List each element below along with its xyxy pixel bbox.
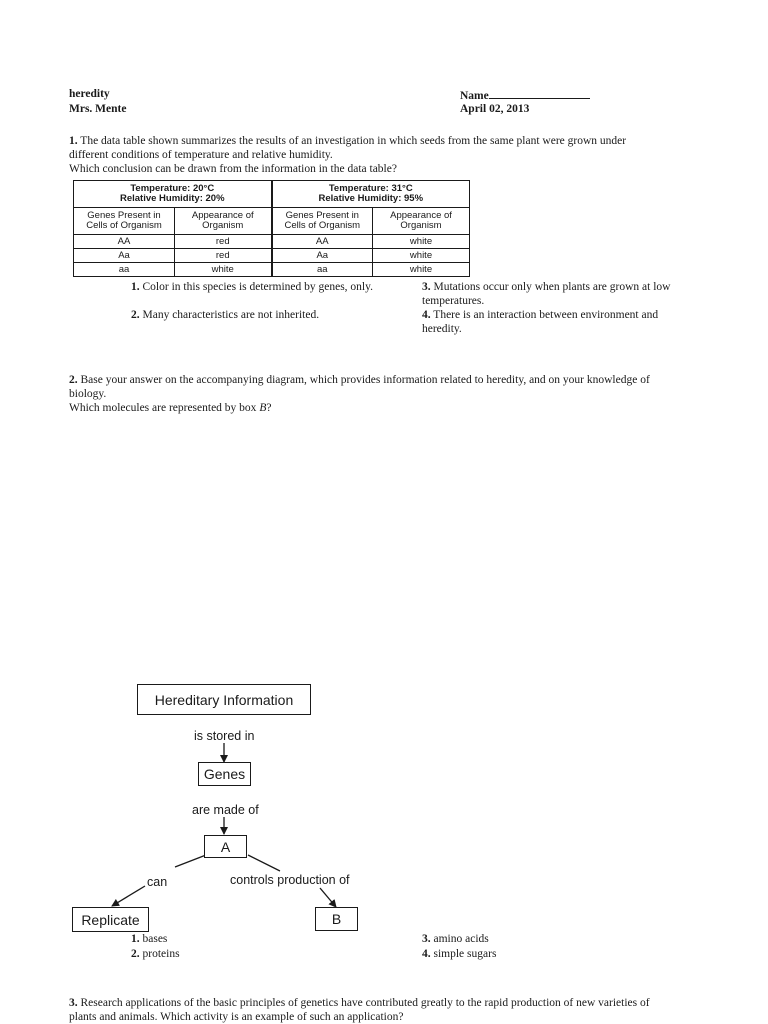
q1-stem-line1: 1. The data table shown summarizes the results of an investigation in which seeds from the same plant were grown under <box>69 135 627 147</box>
hereditary-information-box: Hereditary Information <box>137 684 311 715</box>
table-cell: red <box>175 235 272 249</box>
q2-choice-4: 4. simple sugars <box>422 948 497 960</box>
are-made-of-label: are made of <box>192 803 259 817</box>
worksheet-date: April 02, 2013 <box>460 103 530 115</box>
q1-stem-line2: different conditions of temperature and relative humidity. <box>69 149 333 161</box>
col-genes-header: Genes Present in Cells of Organism <box>74 208 175 235</box>
table-cell: white <box>373 263 470 277</box>
b-box: B <box>315 907 358 931</box>
table-cell: aa <box>272 263 373 277</box>
group1-header: Temperature: 20°C Relative Humidity: 20% <box>74 181 272 208</box>
table-cell: white <box>373 235 470 249</box>
q1-number: 1. <box>69 135 78 147</box>
col-genes-header: Genes Present in Cells of Organism <box>272 208 373 235</box>
table-cell: white <box>175 263 272 277</box>
table-cell: red <box>175 249 272 263</box>
table-cell: Aa <box>272 249 373 263</box>
q2-choice-2: 2. proteins <box>131 948 180 960</box>
col-appearance-header: Appearance of Organism <box>373 208 470 235</box>
replicate-box: Replicate <box>72 907 149 932</box>
topic-title: heredity <box>69 88 110 100</box>
q1-question: Which conclusion can be drawn from the information in the data table? <box>69 163 397 175</box>
q1-choice-3: 3. Mutations occur only when plants are grown at low temperatures. <box>422 281 671 307</box>
q2-choice-1: 1. bases <box>131 933 168 945</box>
table-cell: AA <box>74 235 175 249</box>
q3-stem <box>69 996 739 1024</box>
q3-stem-line1: 3. Research applications of the basic principles of genetics have contributed greatly to the rapid production of new varieties of <box>69 997 650 1009</box>
arrow-to-replicate <box>112 886 145 906</box>
q2-stem-line1: 2. Base your answer on the accompanying diagram, which provides information related to heredity, and on your knowledge of <box>69 374 650 386</box>
q2-number: 2. <box>69 374 78 386</box>
name-label: Name <box>460 90 489 102</box>
table-cell: aa <box>74 263 175 277</box>
teacher-name: Mrs. Mente <box>69 103 127 115</box>
col-appearance-header: Appearance of Organism <box>175 208 272 235</box>
a-box: A <box>204 835 247 858</box>
line-a-to-can <box>175 855 206 867</box>
q1-choice-1: 1. Color in this species is determined by genes, only. <box>131 281 373 293</box>
q2-question: Which molecules are represented by box B? <box>69 402 272 414</box>
q2-choice-3: 3. amino acids <box>422 933 489 945</box>
table-cell: AA <box>272 235 373 249</box>
q3-number: 3. <box>69 997 78 1009</box>
group2-header: Temperature: 31°C Relative Humidity: 95% <box>272 181 470 208</box>
q2-stem-line2: biology. <box>69 388 107 400</box>
q3-stem-line2: plants and animals. Which activity is an example of such an application? <box>69 1011 404 1023</box>
genes-box: Genes <box>198 762 251 786</box>
arrow-to-b <box>320 888 336 907</box>
controls-production-of-label: controls production of <box>230 873 350 887</box>
can-label: can <box>147 875 168 889</box>
q1-choice-4: 4. There is an interaction between environment and heredity. <box>422 309 659 335</box>
is-stored-in-label: is stored in <box>194 729 255 743</box>
table-cell: white <box>373 249 470 263</box>
table-cell: Aa <box>74 249 175 263</box>
line-a-to-controls <box>248 855 280 871</box>
q1-choice-2: 2. Many characteristics are not inherited. <box>131 309 320 321</box>
